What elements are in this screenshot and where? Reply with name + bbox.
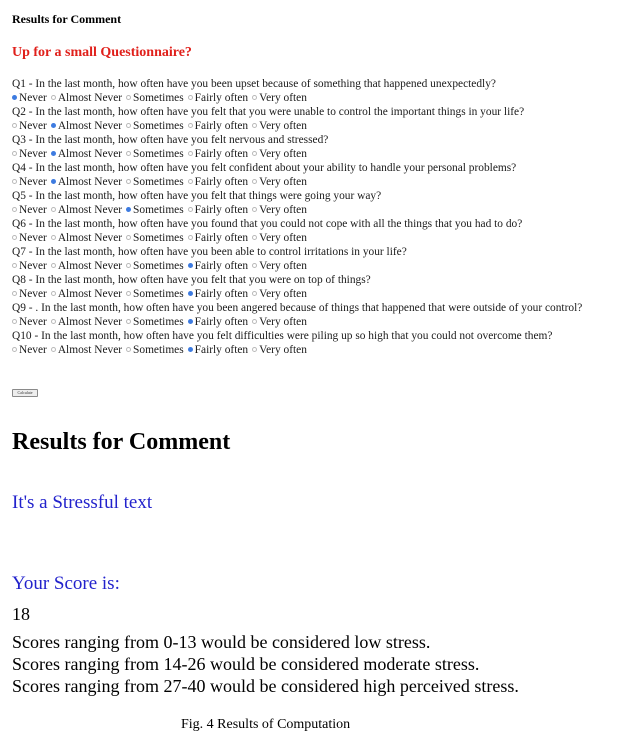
- score-ranges: [12, 631, 519, 697]
- radio-button[interactable]: [51, 151, 56, 156]
- option-label: Very often: [259, 120, 307, 132]
- radio-button[interactable]: [252, 347, 257, 352]
- option-never[interactable]: [12, 344, 47, 356]
- option-label: Fairly often: [194, 316, 249, 328]
- option-label: Never: [19, 176, 47, 188]
- figure-caption: Fig. 4 Results of Computation: [181, 717, 351, 732]
- radio-button[interactable]: [126, 319, 131, 324]
- question-text: Q3 - In the last month, how often have you felt nervous and stressed?: [12, 134, 329, 146]
- questionnaire-form: [12, 77, 582, 357]
- option-very-often[interactable]: [252, 316, 307, 328]
- radio-button[interactable]: [51, 347, 56, 352]
- question-text: Q8 - In the last month, how often have you felt that you were on top of things?: [12, 274, 371, 286]
- option-label: Sometimes: [133, 204, 184, 216]
- option-never[interactable]: [12, 204, 47, 216]
- option-label: Very often: [259, 148, 307, 160]
- radio-button[interactable]: [51, 123, 56, 128]
- questionnaire-heading: Up for a small Questionnaire?: [12, 45, 192, 60]
- radio-button[interactable]: [188, 291, 193, 296]
- option-label: Sometimes: [133, 232, 184, 244]
- score-range-low: Scores ranging from 0-13 would be considered low stress.: [12, 632, 431, 652]
- option-label: Almost Never: [57, 120, 123, 132]
- option-fairly-often[interactable]: [188, 232, 248, 244]
- option-very-often[interactable]: [252, 204, 307, 216]
- option-label: Almost Never: [57, 92, 123, 104]
- option-label: Fairly often: [194, 344, 249, 356]
- option-never[interactable]: [12, 232, 47, 244]
- radio-button[interactable]: [12, 347, 17, 352]
- option-very-often[interactable]: [252, 176, 307, 188]
- radio-button[interactable]: [188, 263, 193, 268]
- radio-button[interactable]: [126, 95, 131, 100]
- option-label: Never: [19, 316, 47, 328]
- question-text: Q2 - In the last month, how often have you felt that you were unable to control the important things in your life?: [12, 106, 525, 118]
- option-label: Fairly often: [194, 232, 249, 244]
- option-sometimes[interactable]: [126, 120, 184, 132]
- radio-button[interactable]: [252, 151, 257, 156]
- radio-button[interactable]: [126, 291, 131, 296]
- radio-button[interactable]: [126, 235, 131, 240]
- option-very-often[interactable]: [252, 260, 307, 272]
- option-label: Fairly often: [194, 204, 249, 216]
- radio-button[interactable]: [126, 347, 131, 352]
- option-label: Fairly often: [194, 176, 249, 188]
- option-label: Almost Never: [57, 148, 123, 160]
- option-almost-never[interactable]: [51, 344, 122, 356]
- option-label: Sometimes: [133, 288, 184, 300]
- option-never[interactable]: [12, 92, 47, 104]
- option-label: Almost Never: [57, 176, 123, 188]
- option-almost-never[interactable]: [51, 316, 122, 328]
- option-sometimes[interactable]: [126, 344, 184, 356]
- option-label: Very often: [259, 316, 307, 328]
- option-fairly-often[interactable]: [188, 204, 248, 216]
- radio-button[interactable]: [188, 95, 193, 100]
- option-label: Never: [19, 204, 47, 216]
- option-sometimes[interactable]: [126, 316, 184, 328]
- option-label: Sometimes: [133, 92, 184, 104]
- option-never[interactable]: [12, 316, 47, 328]
- option-almost-never[interactable]: [51, 120, 122, 132]
- option-label: Fairly often: [194, 288, 249, 300]
- option-label: Almost Never: [57, 316, 123, 328]
- radio-button[interactable]: [252, 95, 257, 100]
- results-heading: Results for Comment: [12, 429, 231, 455]
- option-label: Almost Never: [57, 204, 123, 216]
- question-options: [12, 203, 582, 217]
- option-fairly-often[interactable]: [188, 288, 248, 300]
- radio-button[interactable]: [252, 263, 257, 268]
- option-very-often[interactable]: [252, 120, 307, 132]
- option-almost-never[interactable]: [51, 204, 122, 216]
- option-label: Almost Never: [57, 288, 123, 300]
- radio-button[interactable]: [51, 207, 56, 212]
- radio-button[interactable]: [51, 235, 56, 240]
- calculate-button[interactable]: Calculate: [12, 389, 38, 397]
- question-text: Q7 - In the last month, how often have you been able to control irritations in your life?: [12, 246, 407, 258]
- option-sometimes[interactable]: [126, 92, 184, 104]
- question-text: Q9 - . In the last month, how often have you been angered because of things that happened that were outside of your control?: [12, 302, 583, 314]
- page-title: Results for Comment: [12, 12, 122, 26]
- radio-button[interactable]: [51, 319, 56, 324]
- option-label: Almost Never: [57, 232, 123, 244]
- option-almost-never[interactable]: [51, 288, 122, 300]
- option-sometimes[interactable]: [126, 176, 184, 188]
- option-very-often[interactable]: [252, 344, 307, 356]
- radio-button[interactable]: [252, 207, 257, 212]
- radio-button[interactable]: [252, 291, 257, 296]
- option-very-often[interactable]: [252, 92, 307, 104]
- option-label: Very often: [259, 92, 307, 104]
- option-sometimes[interactable]: [126, 232, 184, 244]
- radio-button[interactable]: [252, 179, 257, 184]
- option-never[interactable]: [12, 260, 47, 272]
- option-sometimes[interactable]: [126, 260, 184, 272]
- radio-button[interactable]: [188, 123, 193, 128]
- question-options: [12, 343, 582, 357]
- radio-button[interactable]: [188, 347, 193, 352]
- radio-button[interactable]: [252, 319, 257, 324]
- option-label: Almost Never: [57, 344, 123, 356]
- radio-button[interactable]: [188, 179, 193, 184]
- option-label: Never: [19, 148, 47, 160]
- option-label: Never: [19, 288, 47, 300]
- question-options: [12, 315, 582, 329]
- question-options: [12, 231, 582, 245]
- option-almost-never[interactable]: [51, 232, 122, 244]
- option-very-often[interactable]: [252, 288, 307, 300]
- option-never[interactable]: [12, 176, 47, 188]
- option-label: Very often: [259, 288, 307, 300]
- option-label: Very often: [259, 260, 307, 272]
- stress-verdict: It's a Stressful text: [12, 492, 153, 513]
- score-label: Your Score is:: [12, 573, 120, 594]
- option-fairly-often[interactable]: [188, 176, 248, 188]
- radio-button[interactable]: [126, 123, 131, 128]
- option-label: Never: [19, 92, 47, 104]
- radio-button[interactable]: [12, 151, 17, 156]
- option-label: Sometimes: [133, 148, 184, 160]
- radio-button[interactable]: [188, 319, 193, 324]
- radio-button[interactable]: [12, 235, 17, 240]
- option-never[interactable]: [12, 148, 47, 160]
- radio-button[interactable]: [12, 291, 17, 296]
- option-label: Fairly often: [194, 120, 249, 132]
- radio-button[interactable]: [252, 235, 257, 240]
- option-fairly-often[interactable]: [188, 260, 248, 272]
- question-options: [12, 259, 582, 273]
- radio-button[interactable]: [188, 151, 193, 156]
- option-fairly-often[interactable]: [188, 92, 248, 104]
- question-options: [12, 91, 582, 105]
- option-label: Sometimes: [133, 344, 184, 356]
- option-fairly-often[interactable]: [188, 148, 248, 160]
- question-options: [12, 119, 582, 133]
- radio-button[interactable]: [51, 291, 56, 296]
- option-never[interactable]: [12, 288, 47, 300]
- radio-button[interactable]: [51, 263, 56, 268]
- score-value: 18: [12, 604, 30, 624]
- radio-button[interactable]: [126, 263, 131, 268]
- score-range-high: Scores ranging from 27-40 would be considered high perceived stress.: [12, 676, 519, 696]
- radio-button[interactable]: [12, 123, 17, 128]
- radio-button[interactable]: [12, 179, 17, 184]
- option-label: Never: [19, 344, 47, 356]
- option-almost-never[interactable]: [51, 176, 122, 188]
- option-label: Sometimes: [133, 260, 184, 272]
- radio-button[interactable]: [12, 207, 17, 212]
- option-label: Very often: [259, 344, 307, 356]
- option-sometimes[interactable]: [126, 148, 184, 160]
- radio-button[interactable]: [188, 235, 193, 240]
- option-almost-never[interactable]: [51, 260, 122, 272]
- question-text: Q10 - In the last month, how often have you felt difficulties were piling up so high that you could not overcome them?: [12, 330, 553, 342]
- option-never[interactable]: [12, 120, 47, 132]
- option-label: Very often: [259, 204, 307, 216]
- option-sometimes[interactable]: [126, 204, 184, 216]
- option-label: Never: [19, 260, 47, 272]
- option-label: Sometimes: [133, 316, 184, 328]
- score-range-moderate: Scores ranging from 14-26 would be considered moderate stress.: [12, 654, 480, 674]
- option-label: Sometimes: [133, 120, 184, 132]
- option-fairly-often[interactable]: [188, 316, 248, 328]
- option-label: Almost Never: [57, 260, 123, 272]
- question-options: [12, 147, 582, 161]
- option-almost-never[interactable]: [51, 148, 122, 160]
- radio-button[interactable]: [126, 151, 131, 156]
- radio-button[interactable]: [51, 179, 56, 184]
- question-text: Q1 - In the last month, how often have you been upset because of something that happened unexpectedly?: [12, 78, 496, 90]
- option-label: Fairly often: [194, 92, 249, 104]
- radio-button[interactable]: [51, 95, 56, 100]
- option-fairly-often[interactable]: [188, 344, 248, 356]
- option-very-often[interactable]: [252, 232, 307, 244]
- radio-button[interactable]: [12, 263, 17, 268]
- option-label: Sometimes: [133, 176, 184, 188]
- option-sometimes[interactable]: [126, 288, 184, 300]
- question-options: [12, 175, 582, 189]
- question-text: Q6 - In the last month, how often have you found that you could not cope with all the things that you had to do?: [12, 218, 523, 230]
- radio-button[interactable]: [188, 207, 193, 212]
- option-label: Never: [19, 120, 47, 132]
- option-almost-never[interactable]: [51, 92, 122, 104]
- radio-button[interactable]: [126, 207, 131, 212]
- radio-button[interactable]: [126, 179, 131, 184]
- option-label: Fairly often: [194, 148, 249, 160]
- option-fairly-often[interactable]: [188, 120, 248, 132]
- option-label: Never: [19, 232, 47, 244]
- option-label: Very often: [259, 176, 307, 188]
- option-label: Very often: [259, 232, 307, 244]
- option-very-often[interactable]: [252, 148, 307, 160]
- question-text: Q5 - In the last month, how often have you felt that things were going your way?: [12, 190, 382, 202]
- radio-button[interactable]: [252, 123, 257, 128]
- option-label: Fairly often: [194, 260, 249, 272]
- question-text: Q4 - In the last month, how often have you felt confident about your ability to handle your personal problems?: [12, 162, 517, 174]
- radio-button[interactable]: [12, 95, 17, 100]
- question-options: [12, 287, 582, 301]
- radio-button[interactable]: [12, 319, 17, 324]
